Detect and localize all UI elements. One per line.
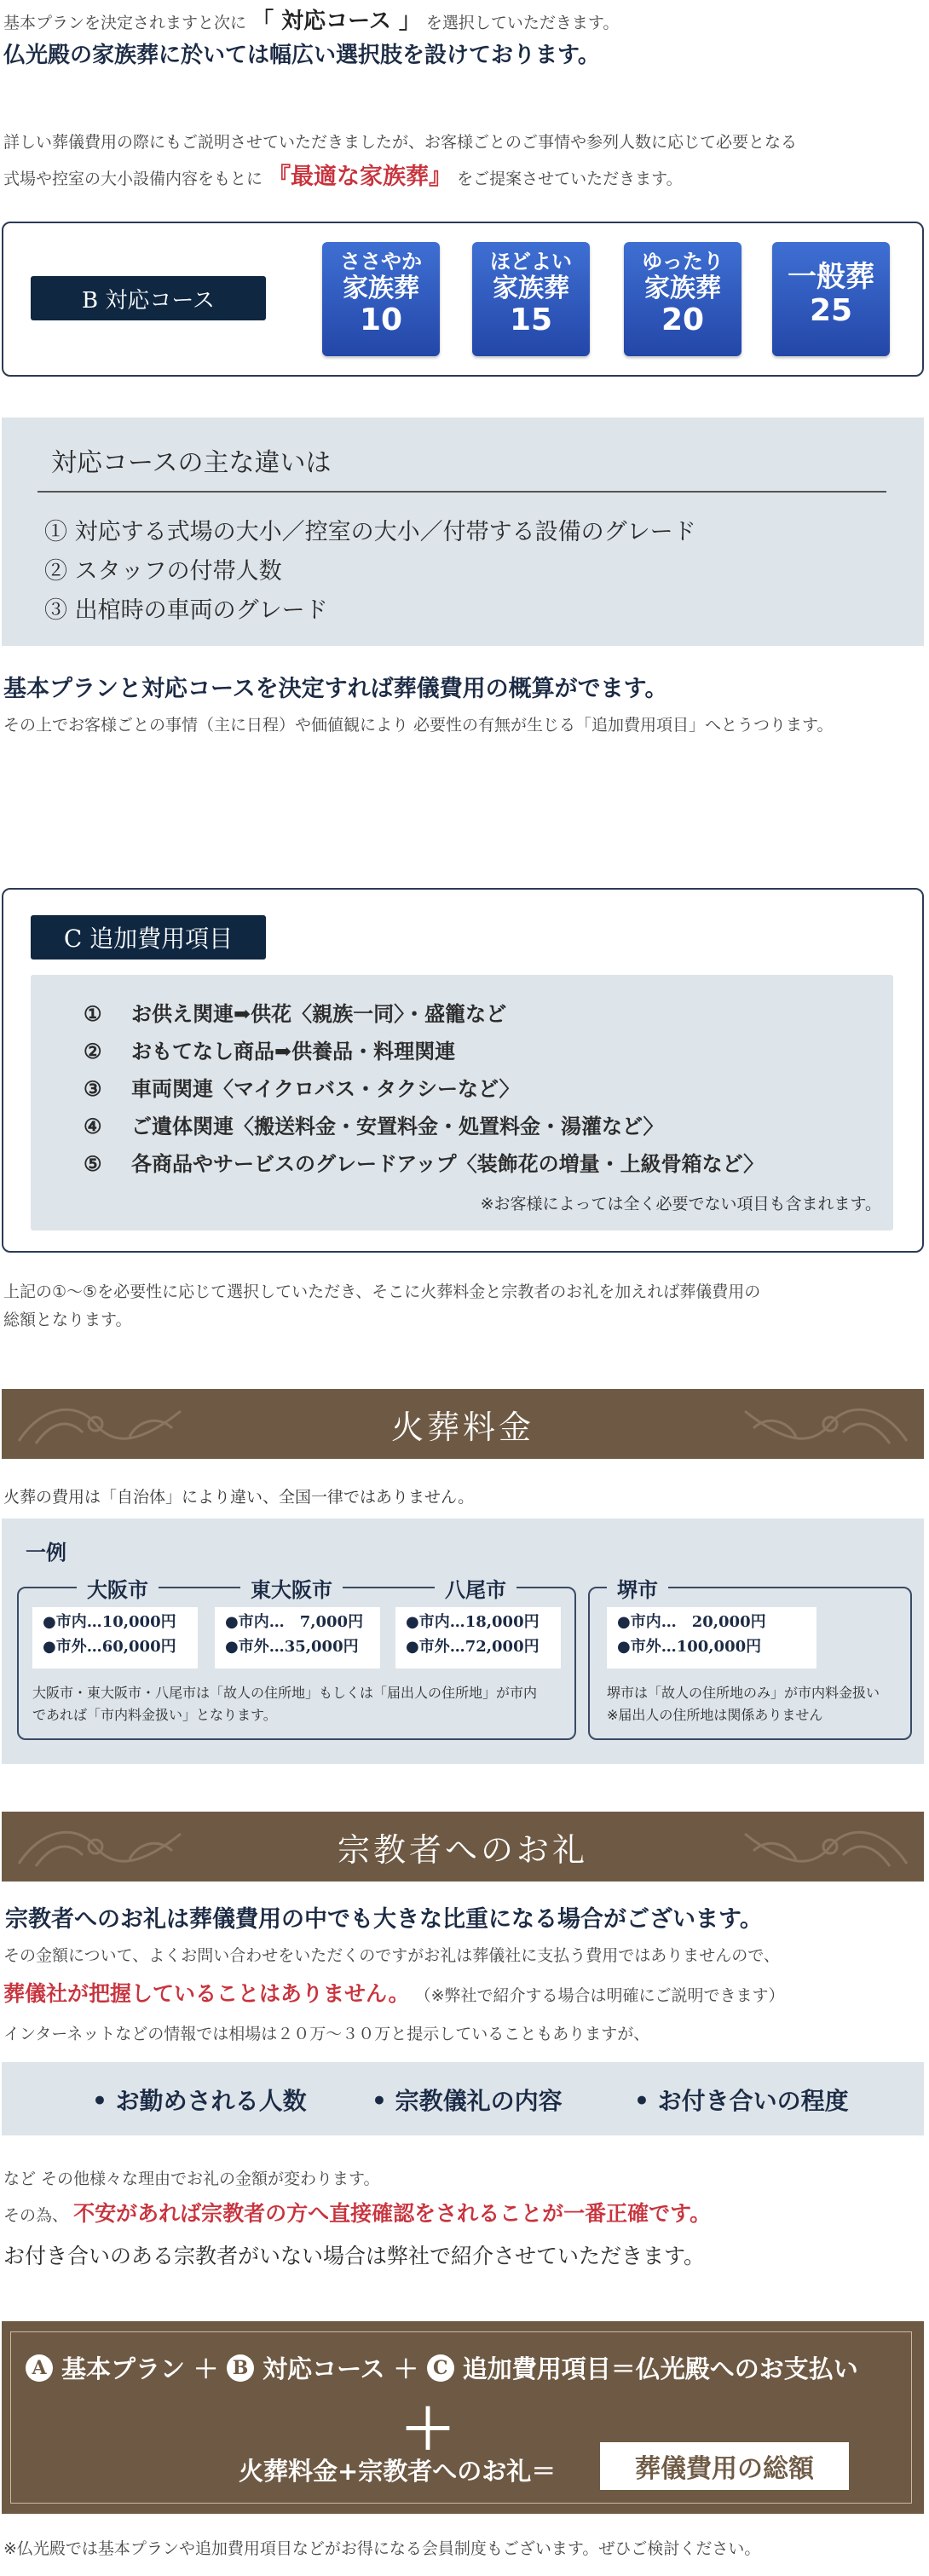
footer-note: ※仏光殿では基本プランや追加費用項目などがお得になる会員制度もございます。ぜひご検討ください。	[3, 2539, 761, 2558]
religious-text-1: その金額について、よくお問い合わせをいただくのですがお礼は葬儀社に支払う費用ではありませんので、	[3, 1946, 780, 1965]
confirm-directly-highlight: 不安があれば宗教者の方へ直接確認をされることが一番正確です。	[73, 2201, 712, 2226]
after-c-text: 上記の①～⑤を必要性に応じて選択していただき、そこに火葬料金と宗教者のお礼を加えれば葬儀費用の 総額となります。	[3, 1282, 761, 1330]
formula-line-2: 火葬料金+宗教者へのお礼＝	[239, 2457, 557, 2486]
ornament-left-icon	[10, 1817, 189, 1876]
course-b-label: B 対応コース	[31, 276, 266, 320]
intro-line-1: 基本プランを決定されますと次に 「 対応コース 」 を選択していただきます。	[3, 9, 620, 34]
course-tile-15: ほどよい 家族葬 15	[472, 242, 590, 356]
ornament-right-icon	[736, 1817, 915, 1876]
city-osaka: 大阪市	[77, 1573, 159, 1603]
additional-item-3: ③ 車両関連〈マイクロバス・タクシーなど〉	[84, 1076, 520, 1101]
price-box-osaka: ●市内…10,000円 ●市外…60,000円	[32, 1607, 198, 1668]
letter-c-icon: C	[427, 2354, 454, 2382]
religious-post-3: お付き合いのある宗教者がいない場合は弊社で紹介させていただきます。	[3, 2244, 706, 2268]
religious-heading: 宗教者へのお礼は葬儀費用の中でも大きな比重になる場合がございます。	[5, 1906, 763, 1933]
additional-item-2: ② おもてなし商品➡供養品・料理関連	[84, 1039, 456, 1063]
ornament-right-icon	[736, 1394, 915, 1454]
religious-banner: 宗教者へのお礼	[2, 1812, 924, 1882]
intro-paragraph: 詳しい葬儀費用の際にもご説明させていただきましたが、お客様ごとのご事情や参列人数に応じて必要となる 式場や控室の大小設備内容をもとに 『最適な家族葬』 をご提案させていただきます。	[3, 133, 798, 191]
city-group-note: 大阪市・東大阪市・八尾市は「故人の住所地」もしくは「届出人の住所地」が市内 であれば「市内料金扱い」となります。	[32, 1685, 538, 1723]
factor-3: • お付き合いの程度	[634, 2087, 849, 2115]
additional-item-4: ④ ご遺体関連〈搬送料金・安置料金・処置料金・湯灌など〉	[84, 1114, 664, 1138]
difference-item-3: ③ 出棺時の車両のグレード	[44, 597, 328, 624]
letter-a-icon: A	[26, 2354, 53, 2382]
course-tile-10: ささやか 家族葬 10	[322, 242, 440, 356]
course-c-label: C 追加費用項目	[31, 915, 266, 960]
city-higashiosaka: 東大阪市	[240, 1573, 343, 1603]
differences-divider	[38, 491, 886, 493]
not-known-highlight: 葬儀社が把握していることはありません。	[3, 1981, 410, 2006]
optimal-funeral-highlight: 『最適な家族葬』	[268, 164, 453, 191]
difference-item-1: ① 対応する式場の大小／控室の大小／付帯する設備のグレード	[44, 519, 696, 545]
summary-heading: 基本プランと対応コースを決定すれば葬儀費用の概算がでます。	[3, 676, 668, 702]
city-sakai: 堺市	[607, 1573, 668, 1603]
religious-post-1: など その他様々な理由でお礼の金額が変わります。	[3, 2170, 380, 2188]
city-yao: 八尾市	[435, 1573, 516, 1603]
course-tile-20: ゆったり 家族葬 20	[624, 242, 741, 356]
formula-line-1: A 基本プラン ＋ B 対応コース ＋ C 追加費用項目＝仏光殿へのお支払い	[26, 2350, 858, 2385]
plus-icon: ＋	[401, 2399, 455, 2462]
differences-title: 対応コースの主な違いは	[51, 448, 332, 478]
religious-text-2: 葬儀社が把握していることはありません。 （※弊社で紹介する場合は明確にご説明できます）	[3, 1981, 785, 2006]
ornament-left-icon	[10, 1394, 189, 1454]
factor-1: • お勤めされる人数	[92, 2087, 307, 2115]
religious-text-3: インターネットなどの情報では相場は２０万～３０万と提示していることもありますが、	[3, 2025, 650, 2043]
additional-items-note: ※お客様によっては全く必要でない項目も含まれます。	[480, 1195, 881, 1213]
letter-b-icon: B	[227, 2354, 254, 2382]
religious-post-2: その為、 不安があれば宗教者の方へ直接確認をされることが一番正確です。	[3, 2201, 712, 2226]
additional-item-1: ① お供え関連➡供花〈親族一同〉・盛籠など	[84, 1001, 507, 1026]
factor-2: • 宗教儀礼の内容	[372, 2087, 563, 2115]
funeral-total-box: 葬儀費用の総額	[600, 2442, 849, 2490]
summary-text: その上でお客様ごとの事情（主に日程）や価値観により 必要性の有無が生じる「追加費用項目」へとうつります。	[3, 716, 834, 735]
price-box-yao: ●市内…18,000円 ●市外…72,000円	[395, 1607, 561, 1668]
additional-item-5: ⑤ 各商品やサービスのグレードアップ〈装飾花の増量・上級骨箱など〉	[84, 1151, 765, 1176]
sakai-note: 堺市は「故人の住所地のみ」が市内料金扱い ※届出人の住所地は関係ありません	[607, 1685, 880, 1723]
difference-item-2: ② スタッフの付帯人数	[44, 558, 282, 585]
price-box-higashiosaka: ●市内… 7,000円 ●市外…35,000円	[215, 1607, 380, 1668]
cremation-banner: 火葬料金	[2, 1389, 924, 1459]
price-box-sakai: ●市内… 20,000円 ●市外…100,000円	[607, 1607, 816, 1668]
course-tile-25: 一般葬 25	[772, 242, 890, 356]
intro-line-2: 仏光殿の家族葬に於いては幅広い選択肢を設けております。	[3, 43, 600, 68]
example-title: 一例	[26, 1540, 66, 1565]
course-emphasis: 「 対応コース 」	[251, 9, 421, 34]
cremation-lead: 火葬の費用は「自治体」により違い、全国一律ではありません。	[3, 1488, 475, 1507]
